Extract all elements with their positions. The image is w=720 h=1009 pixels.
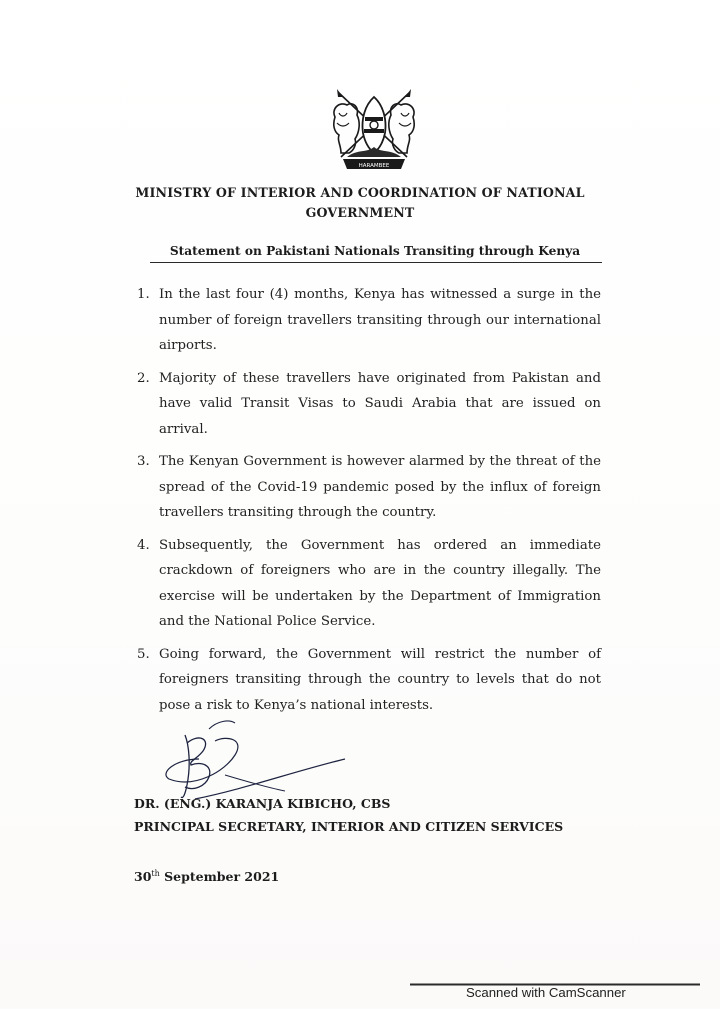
date-day: 30: [134, 869, 152, 884]
point-number: 2.: [137, 370, 150, 386]
date-ordinal-suffix: th: [151, 869, 160, 878]
ministry-heading-line2: GOVERNMENT: [305, 205, 415, 220]
scanner-watermark: Scanned with CamScanner: [466, 985, 626, 1000]
point-number: 5.: [137, 646, 150, 662]
point-text: Majority of these travellers have originated from Pakistan and have valid Transit Visas to Saudi Arabia that are issued on arrival.: [159, 370, 601, 437]
signatory-title: PRINCIPAL SECRETARY, INTERIOR AND CITIZEN SERVICES: [134, 819, 564, 834]
point-number: 1.: [137, 287, 150, 302]
emblem-motto: HARAMBEE: [358, 163, 390, 169]
point-number: 4.: [137, 537, 150, 553]
ministry-heading-line1: MINISTRY OF INTERIOR AND COORDINATION OF NATIONAL: [135, 185, 585, 200]
statement-points: [125, 282, 601, 725]
statement-point: [125, 533, 601, 635]
point-text: The Kenyan Government is however alarmed by the threat of the spread of the Covid-19 pandemic posed by the influx of foreign travellers transiting through the country.: [159, 454, 601, 520]
statement-title: Statement on Pakistani Nationals Transiting through Kenya: [169, 244, 581, 258]
kenya-coat-of-arms-icon: [327, 83, 421, 175]
statement-point: [125, 449, 601, 526]
ministry-heading: [120, 183, 600, 223]
statement-date: [134, 865, 279, 886]
statement-point: [125, 282, 601, 359]
point-text: Going forward, the Government will restrict the number of foreigners transiting through the country to levels that do not pose a risk to Kenya’s national interests.: [159, 646, 601, 713]
statement-point: [125, 366, 601, 443]
signatory-name: DR. (ENG.) KARANJA KIBICHO, CBS: [134, 796, 391, 811]
point-text: In the last four (4) months, Kenya has witnessed a surge in the number of foreign travellers transiting through our international airports.: [159, 287, 601, 353]
date-month-year: September 2021: [159, 869, 280, 884]
statement-point: [125, 642, 601, 719]
point-text: Subsequently, the Government has ordered an immediate crackdown of foreigners who are in the country illegally. The exercise will be undertaken by the Department of Immigration and the National Police Service.: [159, 537, 601, 629]
point-number: 3.: [137, 454, 150, 469]
title-underline: [150, 262, 602, 263]
